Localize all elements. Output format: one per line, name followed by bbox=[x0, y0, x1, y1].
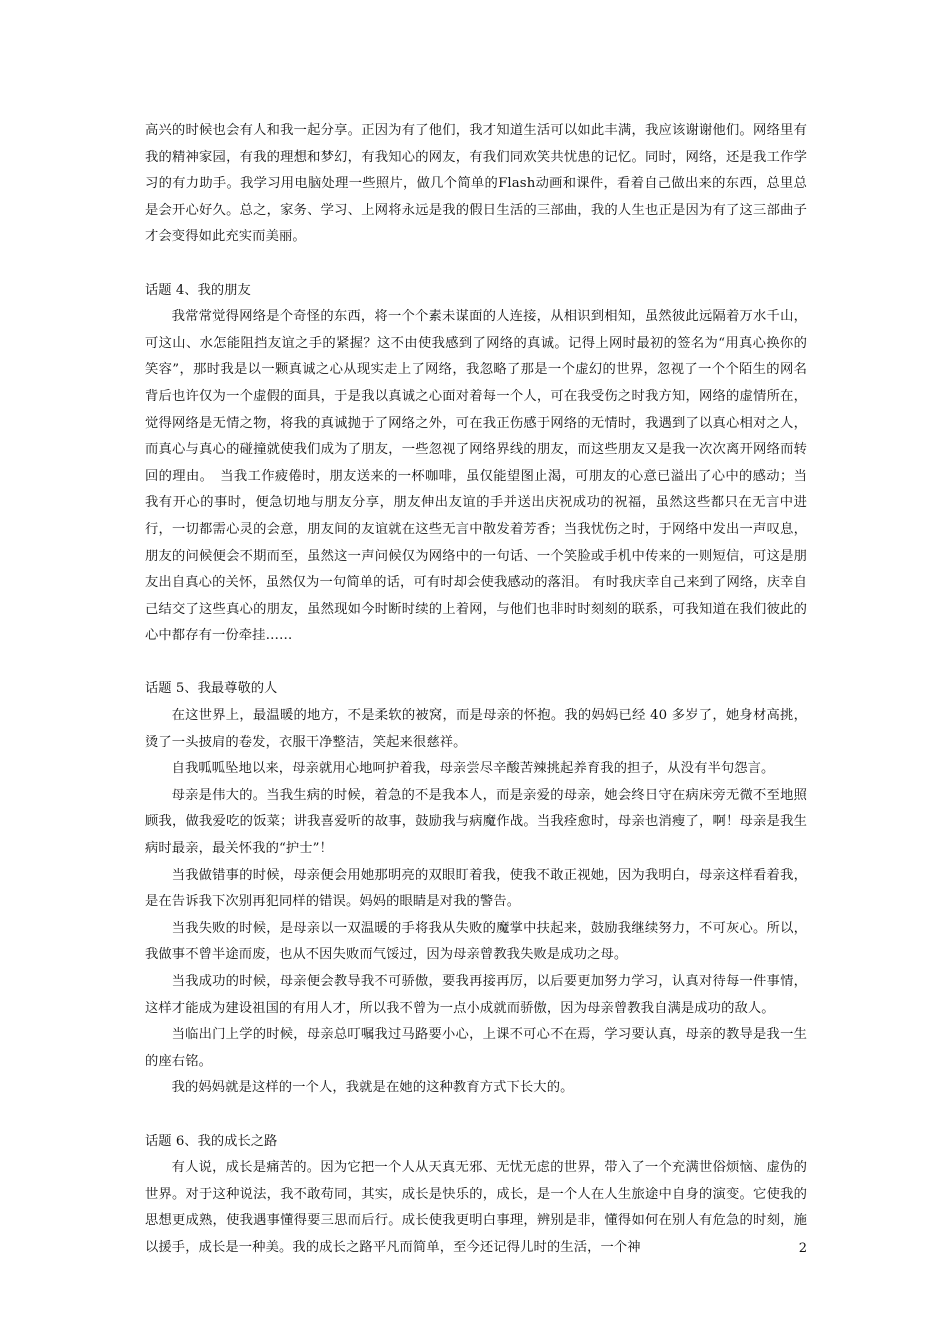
document-page bbox=[145, 118, 807, 1262]
section-topic-4 bbox=[145, 278, 807, 650]
body-paragraph: 自我呱呱坠地以来，母亲就用心地呵护着我，母亲尝尽辛酸苦辣挑起养育我的担子，从没有半句怨言。 bbox=[171, 761, 775, 777]
body-paragraph: 母亲是伟大的。当我生病的时候，着急的不是我本人，而是亲爱的母亲，她会终日守在病床旁无微不至地照顾我，做我爱吃的饭菜；讲我喜爱听的故事，鼓励我与病魔作战。当我痊愈时，母亲也消瘦了，啊！母亲是我生病时最亲，最关怀我的“护士”！ bbox=[145, 787, 807, 857]
body-paragraph: 当我失败的时候，是母亲以一双温暖的手将我从失败的魔掌中扶起来，鼓励我继续努力，不可灰心。所以，我做事不曾半途而废，也从不因失败而气馁过，因为母亲曾教我失败是成功之母。 bbox=[145, 920, 807, 963]
body-paragraph: 当我成功的时候，母亲便会教导我不可骄傲，要我再接再厉，以后要更加努力学习，认真对待每一件事情，这样才能成为建设祖国的有用人才，所以我不曾为一点小成就而骄傲，因为母亲曾教我自满是成功的敌人。 bbox=[145, 974, 807, 1016]
section-heading: 话题 6、我的成长之路 bbox=[145, 1133, 278, 1149]
section-topic-6 bbox=[145, 1129, 807, 1262]
intro-paragraph: 高兴的时候也会有人和我一起分享。正因为有了他们，我才知道生活可以如此丰满，我应该谢谢他们。网络里有我的精神家园，有我的理想和梦幻，有我知心的网友，有我们同欢笑共忧患的记忆。同时，网络，还是我工作学习的有力助手。我学习用电脑处理一些照片，做几个简单的Flash动画和课件，看着自己做出来的东西，总里总是会开心好久。总之，家务、学习、上网将永远是我的假日生活的三部曲，我的人生也正是因为有了这三部曲子才会变得如此充实而美丽。 bbox=[145, 123, 807, 245]
section-spacer bbox=[145, 251, 807, 278]
section-spacer bbox=[145, 650, 807, 677]
section-spacer bbox=[145, 1102, 807, 1129]
section-heading: 话题 4、我的朋友 bbox=[145, 282, 251, 298]
body-paragraph: 我常常觉得网络是个奇怪的东西，将一个个素未谋面的人连接，从相识到相知，虽然彼此远隔着万水千山，可这山、水怎能阻挡友谊之手的紧握？这不由使我感到了网络的真诚。记得上网时最初的签名为“用真心换你的笑容”，那时我是以一颗真诚之心从现实走上了网络，我忽略了那是一个虚幻的世界，忽视了一个个陌生的网名背后也许仅为一个虚假的面具，于是我以真诚之心面对着每一个人，可在我受伤之时我方知，网络的虚情所在，觉得网络是无情之物，将我的真诚抛于了网络之外，可在我正伤感于网络的无情时，我遇到了以真心相对之人，而真心与真心的碰撞就使我们成为了朋友，一些忽视了网络界线的朋友，而这些朋友又是我一次次离开网络而转回的理由。 当我工作疲倦时，朋友送来的一杯咖啡，虽仅能望图止渴，可朋友的心意已溢出了心中的感动；当我有开心的事时，便急切地与朋友分享，朋友伸出友谊的手并送出庆祝成功的祝福，虽然这些都只在无言中进行，一切都需心灵的会意，朋友间的友谊就在这些无言中散发着芳香；当我忧伤之时，于网络中发出一声叹息，朋友的问候便会不期而至，虽然这一声问候仅为网络中的一句话、一个笑脸或手机中传来的一则短信，可这是朋友出自真心的关怀，虽然仅为一句简单的话，可有时却会使我感动的落泪。 有时我庆幸自己来到了网络，庆幸自己结交了这些真心的朋友，虽然现如今时断时续的上着网，与他们也非时时刻刻的联系，可我知道在我们彼此的心中都存有一份牵挂…… bbox=[145, 309, 807, 644]
section-heading: 话题 5、我最尊敬的人 bbox=[145, 681, 278, 697]
body-paragraph: 当临出门上学的时候，母亲总叮嘱我过马路要小心，上课不可心不在焉，学习要认真，母亲的教导是我一生的座右铭。 bbox=[145, 1027, 807, 1069]
page-number: 2 bbox=[798, 1241, 807, 1256]
section-topic-5 bbox=[145, 676, 807, 1102]
body-paragraph: 在这世界上，最温暖的地方，不是柔软的被窝，而是母亲的怀抱。我的妈妈已经 40 多岁了，她身材高挑，烫了一头披肩的卷发，衣服干净整洁，笑起来很慈祥。 bbox=[145, 708, 807, 750]
body-paragraph: 有人说，成长是痛苦的。因为它把一个人从天真无邪、无忧无虑的世界，带入了一个充满世俗烦恼、虚伪的世界。对于这种说法，我不敢苟同，其实，成长是快乐的，成长，是一个人在人生旅途中自身的演变。它使我的思想更成熟，使我遇事懂得要三思而后行。成长使我更明白事理，辨别是非，懂得如何在别人有危急的时刻，施以援手，成长是一种美。我的成长之路平凡而简单，至今还记得儿时的生活，一个神 bbox=[145, 1160, 807, 1255]
body-paragraph: 我的妈妈就是这样的一个人，我就是在她的这种教育方式下长大的。 bbox=[171, 1080, 574, 1096]
body-paragraph: 当我做错事的时候，母亲便会用她那明亮的双眼盯着我，使我不敢正视她，因为我明白，母亲这样看着我，是在告诉我下次别再犯同样的错误。妈妈的眼睛是对我的警告。 bbox=[145, 867, 807, 910]
